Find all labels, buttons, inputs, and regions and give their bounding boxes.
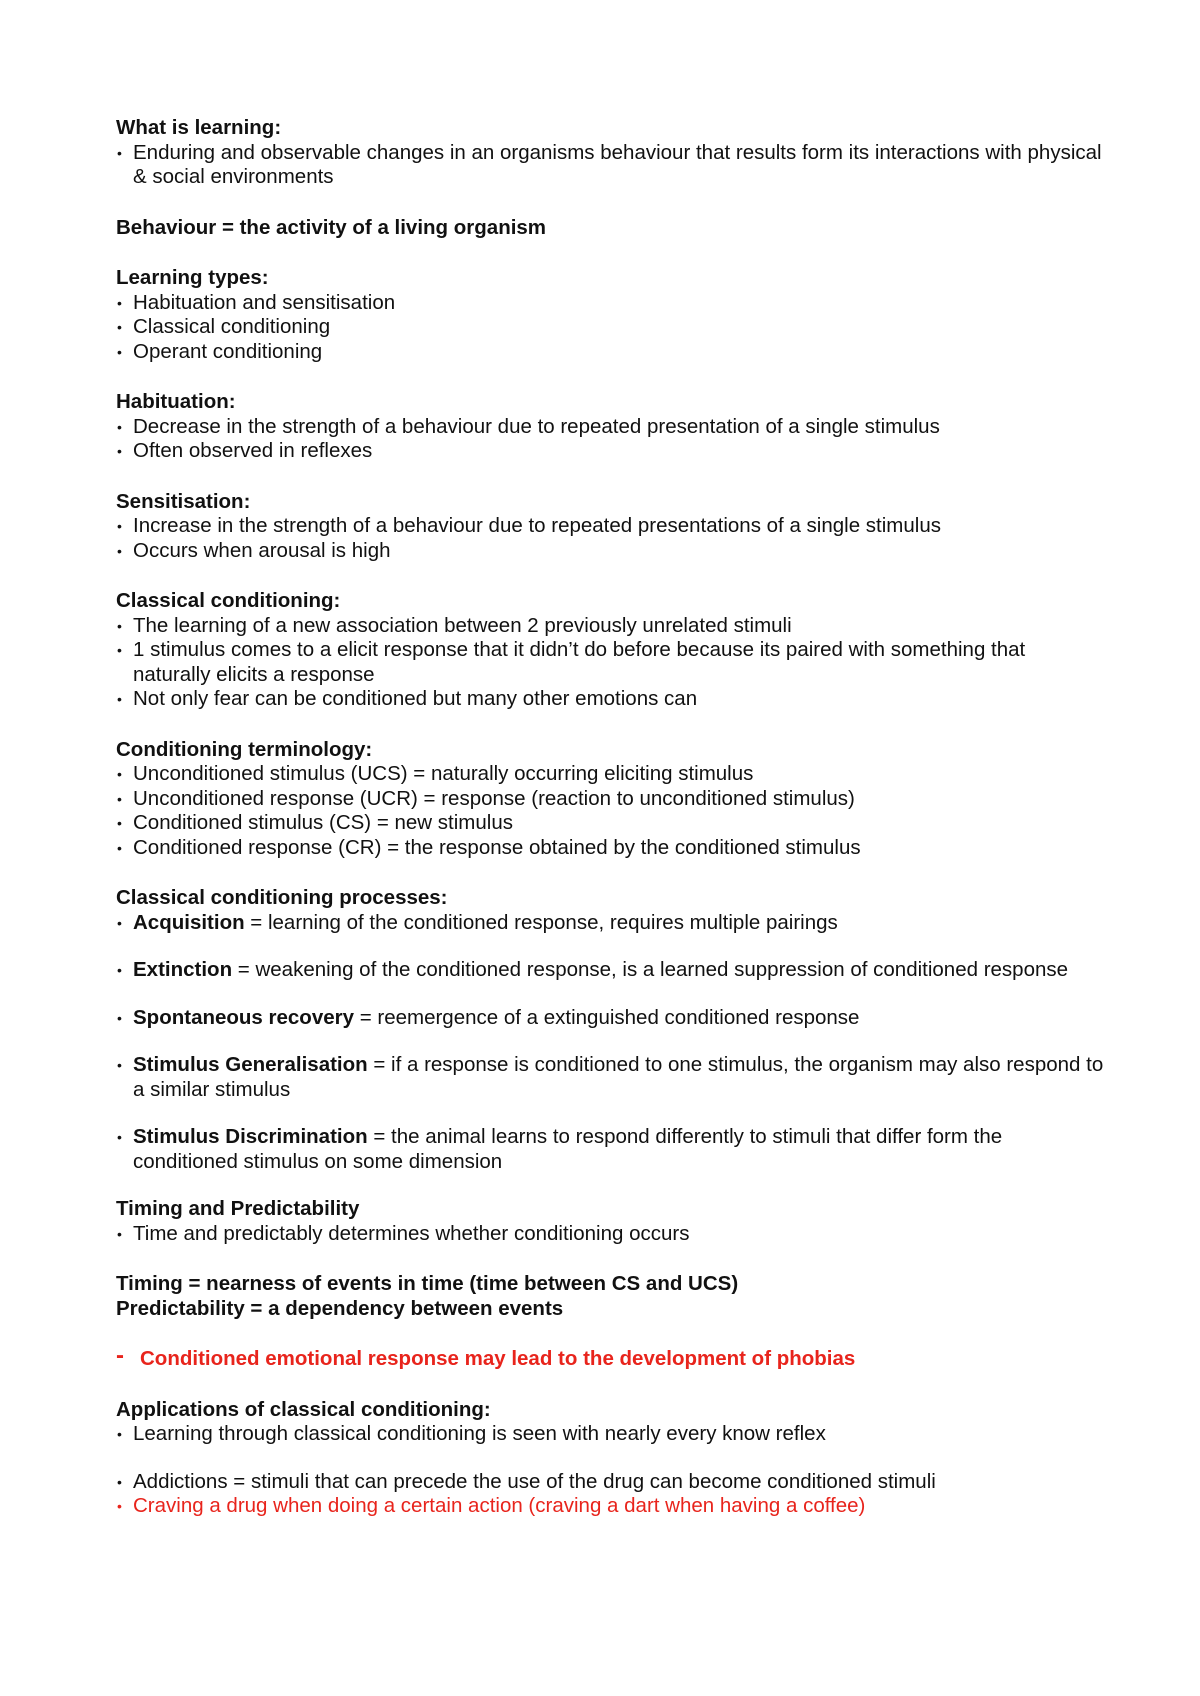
process-term: Stimulus Discrimination <box>133 1125 368 1148</box>
heading-what-is-learning: What is learning: <box>116 116 282 139</box>
process-definition: = the animal learns to respond differently to stimuli that differ form the conditioned stimulus on some dimension <box>133 1125 1003 1173</box>
bullet-classical: • Not only fear can be conditioned but many other emotions can <box>116 687 1106 712</box>
heading-applications: Applications of classical conditioning: <box>116 1397 491 1421</box>
process-item-acquisition <box>116 911 1106 936</box>
bullet-terminology: • Conditioned stimulus (CS) = new stimulus <box>116 811 1106 836</box>
process-term: Extinction <box>133 958 233 981</box>
bullet-learning-definition: • Enduring and observable changes in an organisms behaviour that results form its interactions with physical & social environments <box>116 141 1106 190</box>
bullet-learning-type: • Operant conditioning <box>116 340 1106 365</box>
notes-content <box>116 116 1106 1519</box>
process-definition: = weakening of the conditioned response, is a learned suppression of conditioned response <box>232 958 1069 981</box>
process-term: Acquisition <box>133 910 245 934</box>
process-definition: = if a response is conditioned to one stimulus, the organism may also respond to a similar stimulus <box>133 1053 1104 1101</box>
behaviour-definition: Behaviour = the activity of a living organism <box>116 215 547 239</box>
predictability-definition: Predictability = a dependency between events <box>116 1296 564 1320</box>
bullet-sensitisation: • Increase in the strength of a behaviour due to repeated presentations of a single stimulus <box>116 514 1106 539</box>
process-definition: = reemergence of a extinguished conditioned response <box>354 1005 860 1029</box>
bullet-terminology: • Unconditioned response (UCR) = response (reaction to unconditioned stimulus) <box>116 787 1106 812</box>
bullet-timing: • Time and predictably determines whether conditioning occurs <box>116 1222 1106 1247</box>
phobias-note: - Conditioned emotional response may lead to the development of phobias <box>116 1347 1106 1372</box>
bullet-application-addictions: • Addictions = stimuli that can precede the use of the drug can become conditioned stimuli <box>116 1470 1106 1495</box>
bullet-application-reflex: • Learning through classical conditioning is seen with nearly every know reflex <box>116 1422 1106 1447</box>
process-item-stimulus-discrimination <box>116 1125 1106 1174</box>
process-item-extinction <box>116 958 1106 983</box>
process-term: Spontaneous recovery <box>133 1005 355 1029</box>
process-term: Stimulus Generalisation <box>133 1053 368 1076</box>
bullet-sensitisation: • Occurs when arousal is high <box>116 539 1106 564</box>
bullet-classical: • 1 stimulus comes to a elicit response that it didn’t do before because its paired with something that naturally elicits a response <box>116 638 1106 687</box>
bullet-habituation: • Often observed in reflexes <box>116 439 1106 464</box>
bullet-application-craving: • Craving a drug when doing a certain action (craving a dart when having a coffee) <box>116 1494 1106 1519</box>
bullet-habituation: • Decrease in the strength of a behaviour due to repeated presentation of a single stimulus <box>116 415 1106 440</box>
heading-learning-types: Learning types: <box>116 266 269 289</box>
heading-conditioning-terminology: Conditioning terminology: <box>116 737 373 761</box>
heading-timing-predictability: Timing and Predictability <box>116 1197 360 1220</box>
bullet-learning-type: • Habituation and sensitisation <box>116 291 1106 316</box>
process-item-stimulus-generalisation <box>116 1053 1106 1102</box>
bullet-terminology: • Unconditioned stimulus (UCS) = naturally occurring eliciting stimulus <box>116 762 1106 787</box>
heading-classical-processes: Classical conditioning processes: <box>116 886 448 909</box>
heading-habituation: Habituation: <box>116 390 236 413</box>
timing-definition: Timing = nearness of events in time (time between CS and UCS) <box>116 1272 739 1295</box>
process-definition: = learning of the conditioned response, requires multiple pairings <box>244 910 838 934</box>
bullet-classical: • The learning of a new association between 2 previously unrelated stimuli <box>116 614 1106 639</box>
heading-sensitisation: Sensitisation: <box>116 489 251 513</box>
bullet-learning-type: • Classical conditioning <box>116 315 1106 340</box>
process-item-spontaneous-recovery <box>116 1006 1106 1031</box>
heading-classical-conditioning: Classical conditioning: <box>116 589 341 612</box>
bullet-terminology: • Conditioned response (CR) = the response obtained by the conditioned stimulus <box>116 836 1106 861</box>
